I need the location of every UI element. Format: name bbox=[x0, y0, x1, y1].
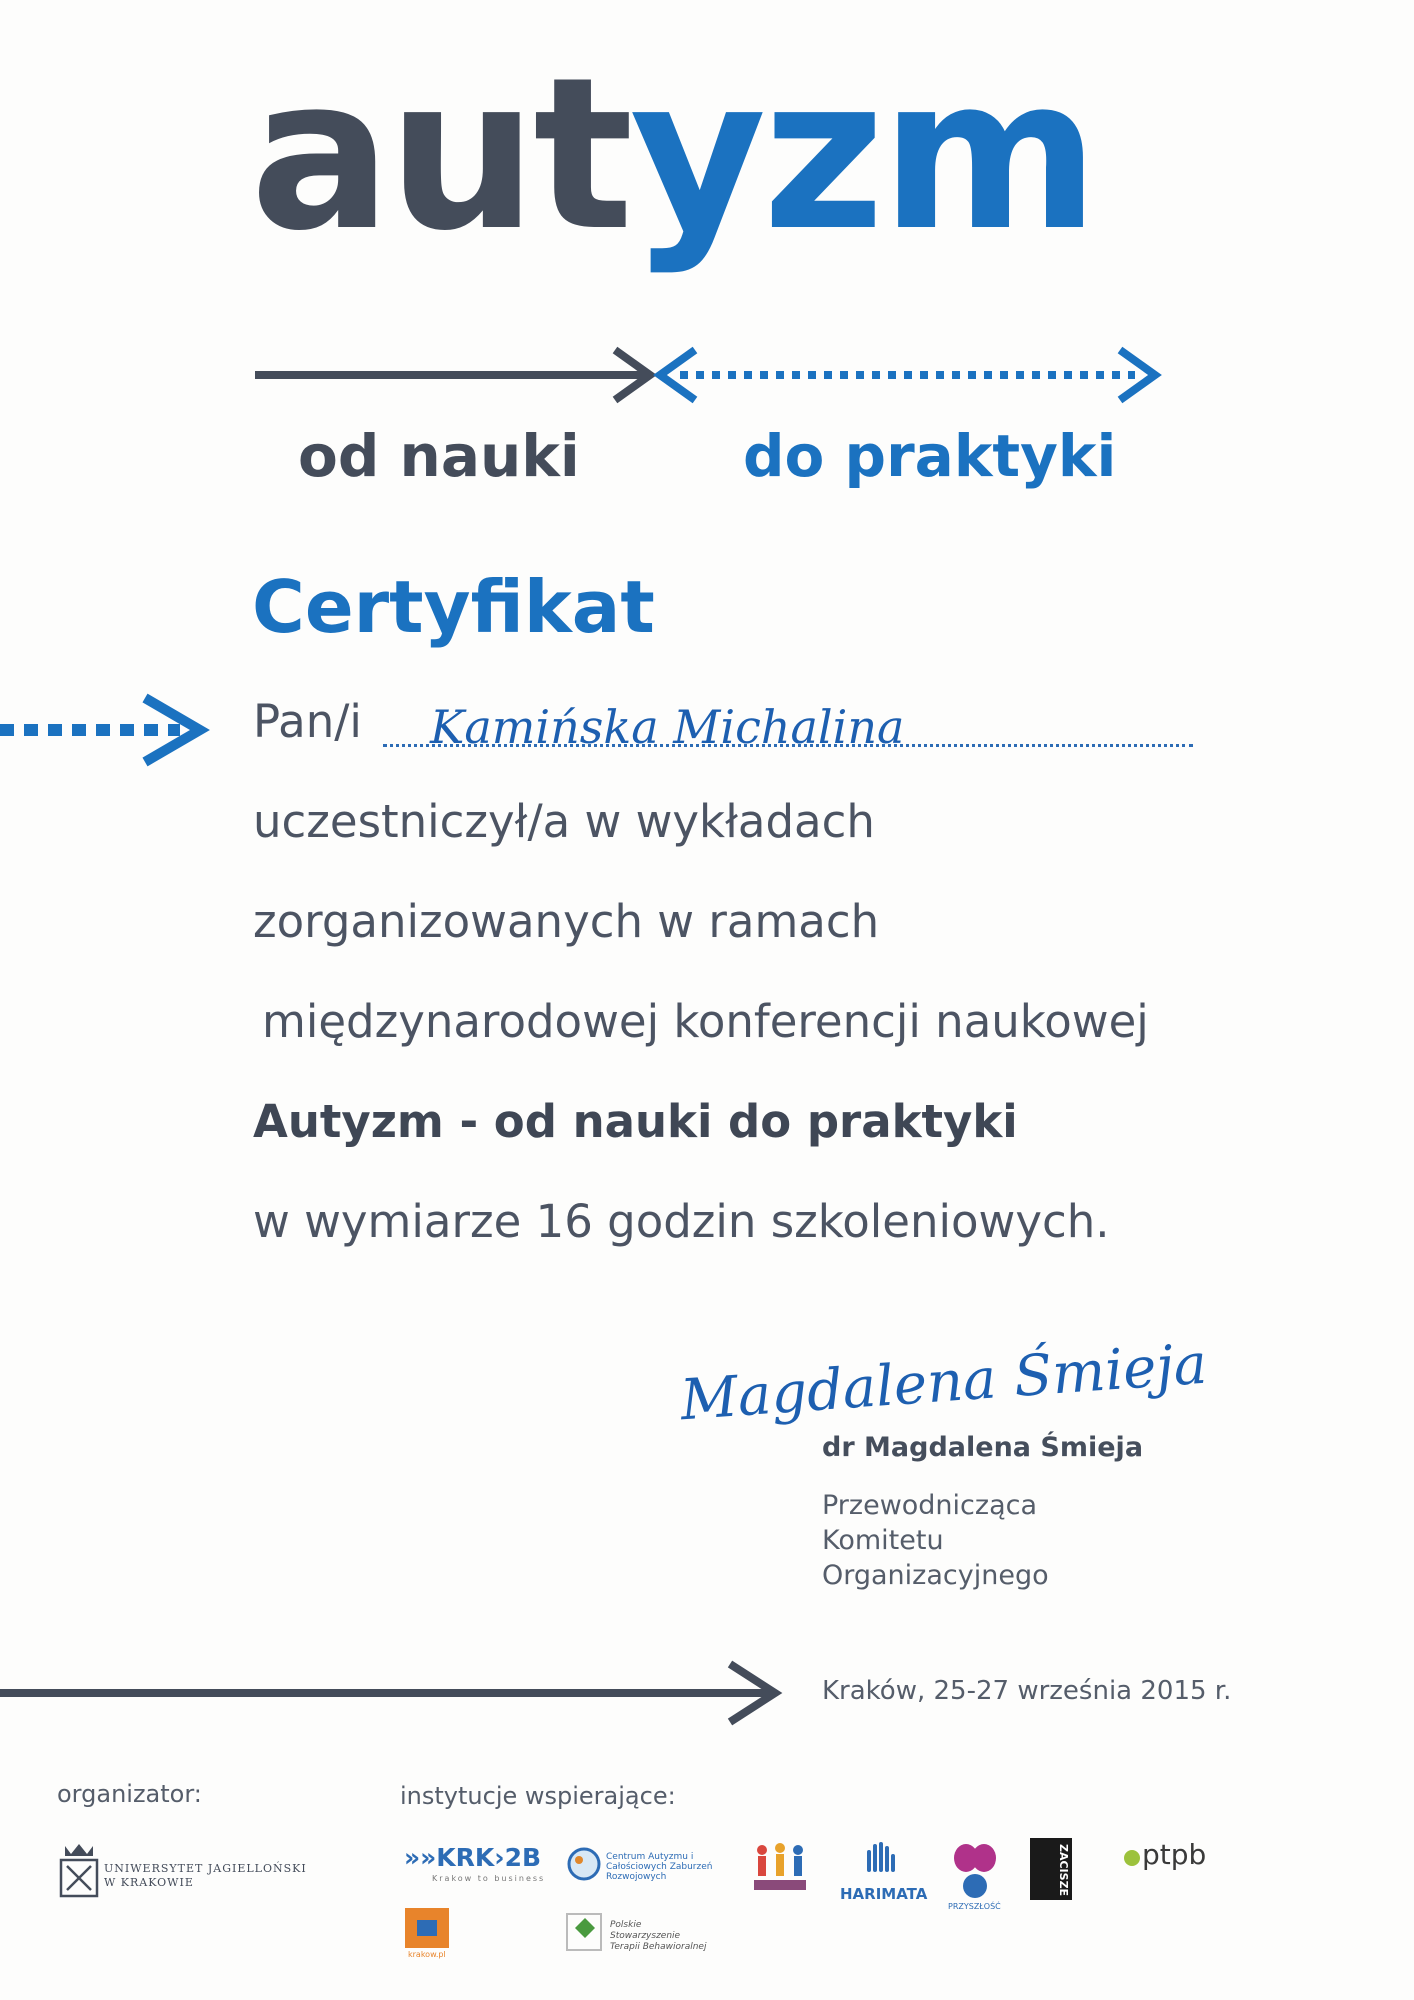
sponsor-przyszlosc: PRZYSZŁOŚĆ bbox=[948, 1902, 1001, 1911]
signer-role bbox=[822, 1488, 1049, 1593]
conference-name: Autyzm - od nauki do praktyki bbox=[253, 1095, 1018, 1148]
sponsor-zacisze: ZACISZE bbox=[1057, 1844, 1070, 1897]
supporters-label: instytucje wspierające: bbox=[400, 1782, 676, 1810]
hand-icon bbox=[863, 1840, 897, 1872]
organizer-label: organizator: bbox=[57, 1780, 202, 1808]
bottom-arrow bbox=[0, 1658, 790, 1738]
dotted-arrow-head bbox=[1120, 350, 1155, 400]
sponsor-krakow-pl: krakow.pl bbox=[408, 1950, 446, 1959]
signer-role-line-3: Organizacyjnego bbox=[822, 1560, 1049, 1591]
salutation: Pan/i bbox=[253, 695, 362, 748]
body-line-4: w wymiarze 16 godzin szkoleniowych. bbox=[253, 1195, 1110, 1248]
sponsor-krk2b: »»KRK›2B bbox=[404, 1843, 542, 1872]
sponsor-polskie-stow: Polskie Stowarzyszenie Terapii Behawioralnej bbox=[610, 1920, 707, 1952]
butterfly-icon bbox=[950, 1840, 1000, 1900]
ptpb-dot-icon bbox=[1124, 1850, 1140, 1866]
header-arrows bbox=[250, 340, 1170, 410]
participant-name: Kamińska Michalina bbox=[430, 700, 905, 754]
krakow-pl-logo-icon bbox=[405, 1908, 449, 1952]
signer-role-line-2: Komitetu bbox=[822, 1525, 944, 1556]
uj-name-line-2: W KRAKOWIE bbox=[104, 1876, 194, 1889]
tagline-left: od nauki bbox=[298, 422, 580, 490]
logo-autyzm bbox=[250, 32, 1096, 277]
zacisze-logo bbox=[1030, 1838, 1072, 1900]
pstb-logo-icon bbox=[565, 1912, 605, 1954]
kids-figures-icon bbox=[752, 1840, 808, 1896]
tagline-right: do praktyki bbox=[743, 422, 1117, 490]
sponsor-krk2b-sub: Krakow to business bbox=[432, 1874, 546, 1883]
signer-name: dr Magdalena Śmieja bbox=[822, 1432, 1144, 1463]
signer-role-line-1: Przewodnicząca bbox=[822, 1490, 1037, 1521]
handwritten-signature: Magdalena Śmieja bbox=[678, 1331, 1210, 1434]
logo-part-blue: yzm bbox=[629, 32, 1096, 277]
dotted-arrow-back-head bbox=[660, 350, 695, 400]
sponsor-harimata: HARIMATA bbox=[840, 1885, 928, 1903]
sponsor-ptpb: ptpb bbox=[1142, 1838, 1207, 1871]
logo-part-dark: aut bbox=[250, 32, 630, 277]
left-dotted-arrow bbox=[0, 690, 220, 770]
uj-crest-icon bbox=[57, 1840, 101, 1900]
body-line-1: uczestniczył/a w wykładach bbox=[253, 795, 875, 848]
uj-name-line-1: UNIWERSYTET JAGIELLOŃSKI bbox=[104, 1862, 307, 1875]
name-dotted-line bbox=[383, 744, 1193, 747]
sponsor-centrum: Centrum Autyzmu i Całościowych Zaburzeń Rozwojowych bbox=[606, 1852, 713, 1882]
body-line-2: zorganizowanych w ramach bbox=[253, 895, 880, 948]
uj-name bbox=[104, 1862, 307, 1890]
certificate-title: Certyfikat bbox=[252, 565, 655, 649]
centrum-logo-icon bbox=[566, 1846, 602, 1882]
place-date: Kraków, 25-27 września 2015 r. bbox=[822, 1676, 1232, 1706]
body-line-3: międzynarodowej konferencji naukowej bbox=[262, 995, 1149, 1048]
